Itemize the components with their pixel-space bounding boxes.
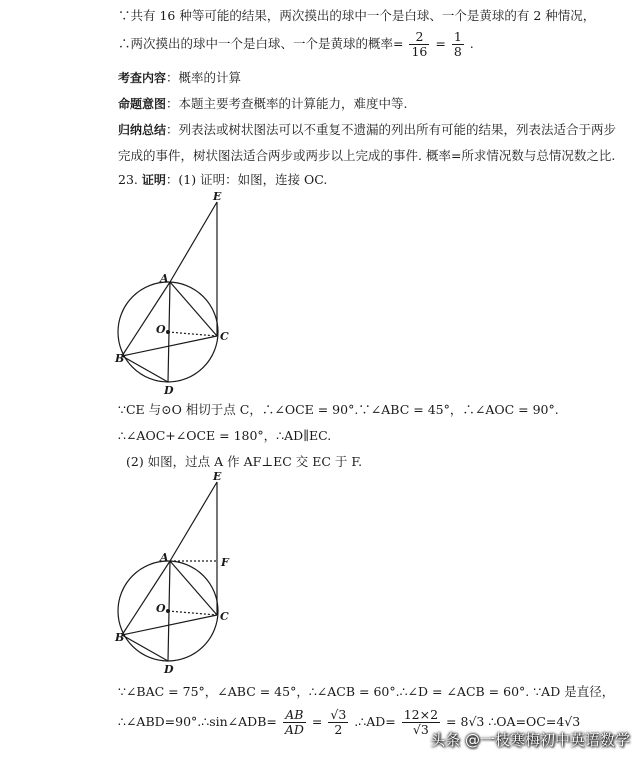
question-number: 23.: [118, 172, 138, 187]
question-23-text: ：(1) 证明：如图，连接 OC.: [165, 172, 328, 187]
equals-sign: =: [311, 714, 323, 729]
intent-label: 命题意图: [118, 97, 167, 111]
sin-text: ∴∠ABD=90°.∴sin∠ADB=: [118, 714, 277, 729]
part-2-line: (2) 如图，过点 A 作 AF⊥EC 交 EC 于 F.: [126, 454, 363, 469]
proof-label: 证明: [141, 173, 166, 187]
label-o-2: O: [156, 602, 166, 615]
label-o: O: [156, 323, 166, 336]
label-f: F: [221, 556, 229, 569]
label-d: D: [164, 384, 174, 397]
result-text: = 8√3 ∴OA=OC=4√3: [446, 714, 581, 729]
fraction-numerator: √3: [330, 707, 347, 722]
segment-bc-2: [122, 615, 217, 635]
label-c: C: [220, 330, 229, 343]
fraction-numerator: AB: [283, 708, 306, 723]
watermark: 头条 @一枝寒梅初中英语数学: [430, 731, 630, 749]
proof-line-1: ∵CE 与⊙O 相切于点 C，∴∠OCE = 90°.∵∠ABC = 45°，∴∠AOC = 90°.: [118, 402, 559, 417]
fraction-numerator: 12×2: [403, 707, 439, 722]
period: .: [469, 36, 474, 51]
label-d-2: D: [164, 663, 174, 676]
fraction-denominator: 8: [453, 44, 462, 59]
fraction-denominator: 2: [334, 722, 343, 737]
summary-line-2: 完成的事件，树状图法适合两步或两步以上完成的事件. 概率=所求情况数与总情况数之比.: [118, 148, 616, 163]
fraction-ab-ad: [283, 708, 306, 737]
segment-bd-2: [122, 635, 168, 661]
probability-text: ∴两次摸出的球中一个是白球、一个是黄球的概率=: [118, 36, 404, 51]
segment-bc: [122, 336, 217, 356]
knowledge-label: 考查内容: [118, 71, 167, 85]
summary-text-1: ：列表法或树状图法可以不重复不遗漏的列出所有可能的结果，列表法适合于两步: [166, 122, 617, 137]
label-a: A: [160, 272, 169, 285]
label-b-2: B: [115, 631, 125, 644]
fraction-root3-2: [328, 708, 348, 737]
label-a-2: A: [160, 551, 169, 564]
center-point-2: [166, 609, 170, 613]
segment-ab-2: [122, 561, 170, 635]
knowledge-text: ：概率的计算: [166, 70, 242, 85]
segment-ea: [170, 202, 217, 282]
equals-sign: =: [435, 36, 446, 51]
segment-oc-dashed-2: [168, 611, 217, 615]
label-e-2: E: [213, 470, 222, 483]
center-point: [166, 330, 170, 334]
fraction-denominator: 16: [411, 44, 428, 59]
fraction-numerator: 2: [409, 30, 429, 45]
segment-ac: [170, 282, 217, 336]
ad-text: .∴AD=: [354, 714, 396, 729]
proof-line-3: ∵∠BAC = 75°，∠ABC = 45°，∴∠ACB = 60°.∴∠D = ∠ACB = 60°. ∵AD 是直径，: [118, 684, 615, 699]
label-c-2: C: [220, 610, 229, 623]
reasoning-line-1: ∵共有 16 种等可能的结果，两次摸出的球中一个是白球、一个是黄球的有 2 种情况，: [118, 8, 596, 23]
segment-oc-dashed: [168, 332, 217, 336]
label-b: B: [115, 352, 125, 365]
fraction-denominator: √3: [412, 722, 429, 737]
segment-ac-2: [170, 561, 217, 615]
fraction-numerator: 1: [453, 29, 462, 44]
segment-ab: [122, 282, 170, 356]
summary-label: 归纳总结: [118, 123, 167, 137]
fraction-denominator: AD: [284, 722, 304, 737]
label-e: E: [213, 190, 222, 203]
intent-text: ：本题主要考查概率的计算能力，难度中等.: [166, 96, 408, 111]
segment-bd: [122, 356, 168, 382]
proof-line-2: ∴∠AOC+∠OCE = 180°，∴AD∥EC.: [118, 428, 332, 443]
segment-ea-2: [170, 482, 217, 561]
